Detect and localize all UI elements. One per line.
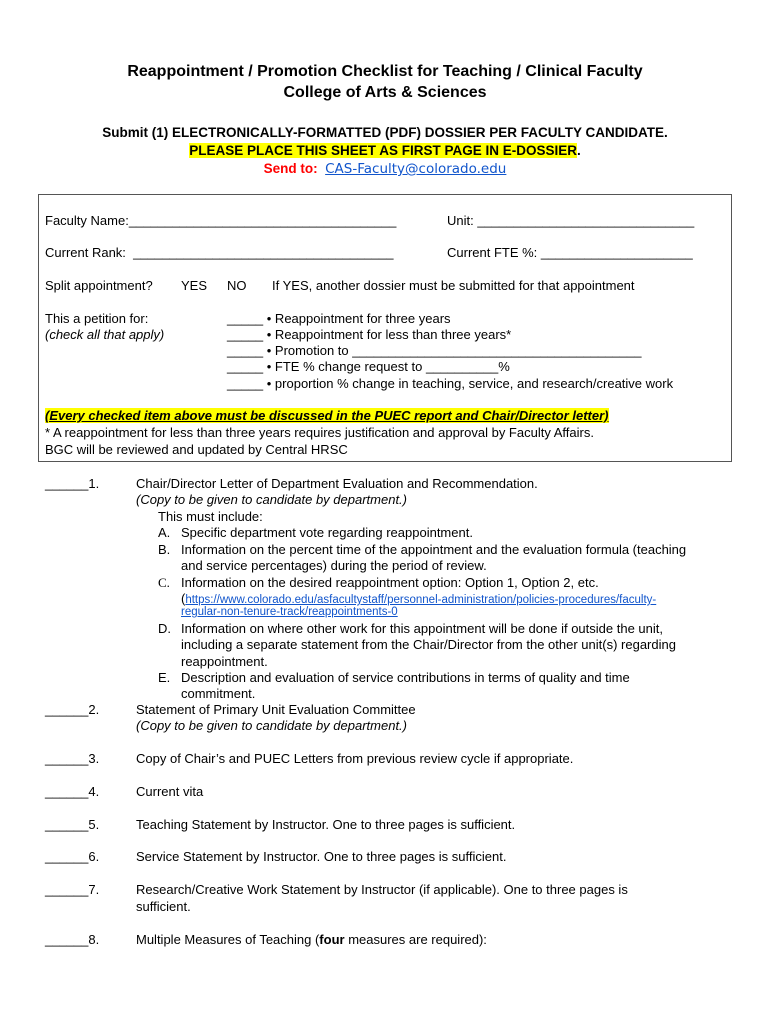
item2-text: Statement of Primary Unit Evaluation Committee <box>136 702 416 717</box>
item5-blank[interactable]: ______5. <box>45 817 100 832</box>
place-instruction-highlight: PLEASE PLACE THIS SHEET AS FIRST PAGE IN E-DOSSIER <box>189 143 578 158</box>
item1-text: Chair/Director Letter of Department Evaluation and Recommendation. <box>136 476 538 491</box>
item2-blank[interactable]: ______2. <box>45 702 100 717</box>
unit-row <box>447 213 694 228</box>
reappointments-policy-link-cont[interactable]: regular-non-tenure-track/reappointments-0 <box>181 606 398 618</box>
item1-d-letter: D. <box>158 621 171 636</box>
item1-a-letter: A. <box>158 525 171 540</box>
item8-text-post: measures are required): <box>344 932 487 947</box>
split-no-option[interactable]: NO <box>227 278 247 293</box>
item1-e-letter: E. <box>158 670 171 685</box>
item1-d-text-line1: Information on where other work for this appointment will be done if outside the unit, <box>181 621 663 636</box>
split-appointment-label: Split appointment? <box>45 278 153 293</box>
item1-b-letter: B. <box>158 542 171 557</box>
item5-text: Teaching Statement by Instructor. One to three pages is sufficient. <box>136 817 516 832</box>
item1-c-letter: C. <box>158 575 170 590</box>
send-to-email-link[interactable]: CAS-Faculty@colorado.edu <box>325 161 507 177</box>
item6-blank[interactable]: ______6. <box>45 849 100 864</box>
item8-text <box>136 932 487 947</box>
discuss-note <box>45 408 609 423</box>
send-to-label: Send to: <box>263 161 318 176</box>
split-note: If YES, another dossier must be submitted for that appointment <box>272 278 635 293</box>
faculty-name-blank[interactable]: _____________________________________ <box>128 213 397 228</box>
place-instruction-period: . <box>577 143 581 158</box>
item1-d-text-line2: including a separate statement from the Chair/Director from the other unit(s) regarding <box>181 637 676 652</box>
petition-option-reappoint-three[interactable]: _____ • Reappointment for three years <box>227 311 451 326</box>
submit-instruction: Submit (1) ELECTRONICALLY-FORMATTED (PDF) DOSSIER PER FACULTY CANDIDATE. <box>102 125 668 140</box>
item4-blank[interactable]: ______4. <box>45 784 100 799</box>
petition-sublabel: (check all that apply) <box>45 327 165 342</box>
item1-c-text: Information on the desired reappointment option: Option 1, Option 2, etc. <box>181 575 599 590</box>
unit-blank[interactable]: ______________________________ <box>477 213 695 228</box>
item2-subtext: (Copy to be given to candidate by department.) <box>136 718 407 733</box>
item8-blank[interactable]: ______8. <box>45 932 100 947</box>
item6-text: Service Statement by Instructor. One to three pages is sufficient. <box>136 849 507 864</box>
item1-c-link-line1 <box>181 591 656 606</box>
item7-text-line1: Research/Creative Work Statement by Instructor (if applicable). One to three pages is <box>136 882 628 897</box>
petition-option-fte-change[interactable]: _____ • FTE % change request to __________% <box>227 359 510 374</box>
page-subtitle: College of Arts & Sciences <box>283 84 487 101</box>
item8-text-bold: four <box>319 932 345 947</box>
page-title: Reappointment / Promotion Checklist for Teaching / Clinical Faculty <box>127 63 643 80</box>
item1-b-text-line2: and service percentages) during the period of review. <box>181 558 487 573</box>
petition-label: This a petition for: <box>45 311 149 326</box>
item3-text: Copy of Chair’s and PUEC Letters from previous review cycle if appropriate. <box>136 751 574 766</box>
place-instruction <box>0 143 770 158</box>
item8-text-pre: Multiple Measures of Teaching ( <box>136 932 320 947</box>
item4-text: Current vita <box>136 784 204 799</box>
send-to-line <box>0 161 770 177</box>
item1-e-text-line1: Description and evaluation of service contributions in terms of quality and time <box>181 670 630 685</box>
item1-a-text: Specific department vote regarding reappointment. <box>181 525 473 540</box>
item1-d-text-line3: reappointment. <box>181 654 268 669</box>
bgc-note: BGC will be reviewed and updated by Central HRSC <box>45 442 348 457</box>
faculty-name-row <box>45 213 396 228</box>
less-three-note: * A reappointment for less than three years requires justification and approval by Faculty Affairs. <box>45 425 594 440</box>
current-fte-row <box>447 245 693 260</box>
item1-subtext: (Copy to be given to candidate by department.) <box>136 492 407 507</box>
current-fte-label: Current FTE %: <box>447 245 538 260</box>
item7-text-line2: sufficient. <box>136 899 191 914</box>
faculty-name-label: Faculty Name: <box>45 213 129 228</box>
item1-c-open-paren: ( <box>181 591 186 606</box>
item1-include-label: This must include: <box>158 509 263 524</box>
item7-blank[interactable]: ______7. <box>45 882 100 897</box>
petition-option-reappoint-less[interactable]: _____ • Reappointment for less than three years* <box>227 327 512 342</box>
petition-option-proportion-change[interactable]: _____ • proportion % change in teaching, service, and research/creative work <box>227 376 674 391</box>
petition-option-promotion[interactable]: _____ • Promotion to ________________________________________ <box>227 343 642 358</box>
unit-label: Unit: <box>447 213 474 228</box>
current-rank-label: Current Rank: <box>45 245 126 260</box>
current-rank-blank[interactable]: ____________________________________ <box>133 245 394 260</box>
current-fte-blank[interactable]: _____________________ <box>540 245 693 260</box>
reappointments-policy-link[interactable]: https://www.colorado.edu/asfacultystaff/personnel-administration/policies-procedures/faculty- <box>185 594 657 606</box>
current-rank-row <box>45 245 393 260</box>
item1-e-text-line2: commitment. <box>181 686 256 701</box>
item1-blank[interactable]: ______1. <box>45 476 100 491</box>
item1-b-text-line1: Information on the percent time of the appointment and the evaluation formula (teaching <box>181 542 687 557</box>
discuss-note-highlight: (Every checked item above must be discussed in the PUEC report and Chair/Director letter) <box>45 408 609 423</box>
item3-blank[interactable]: ______3. <box>45 751 100 766</box>
split-yes-option[interactable]: YES <box>181 278 208 293</box>
